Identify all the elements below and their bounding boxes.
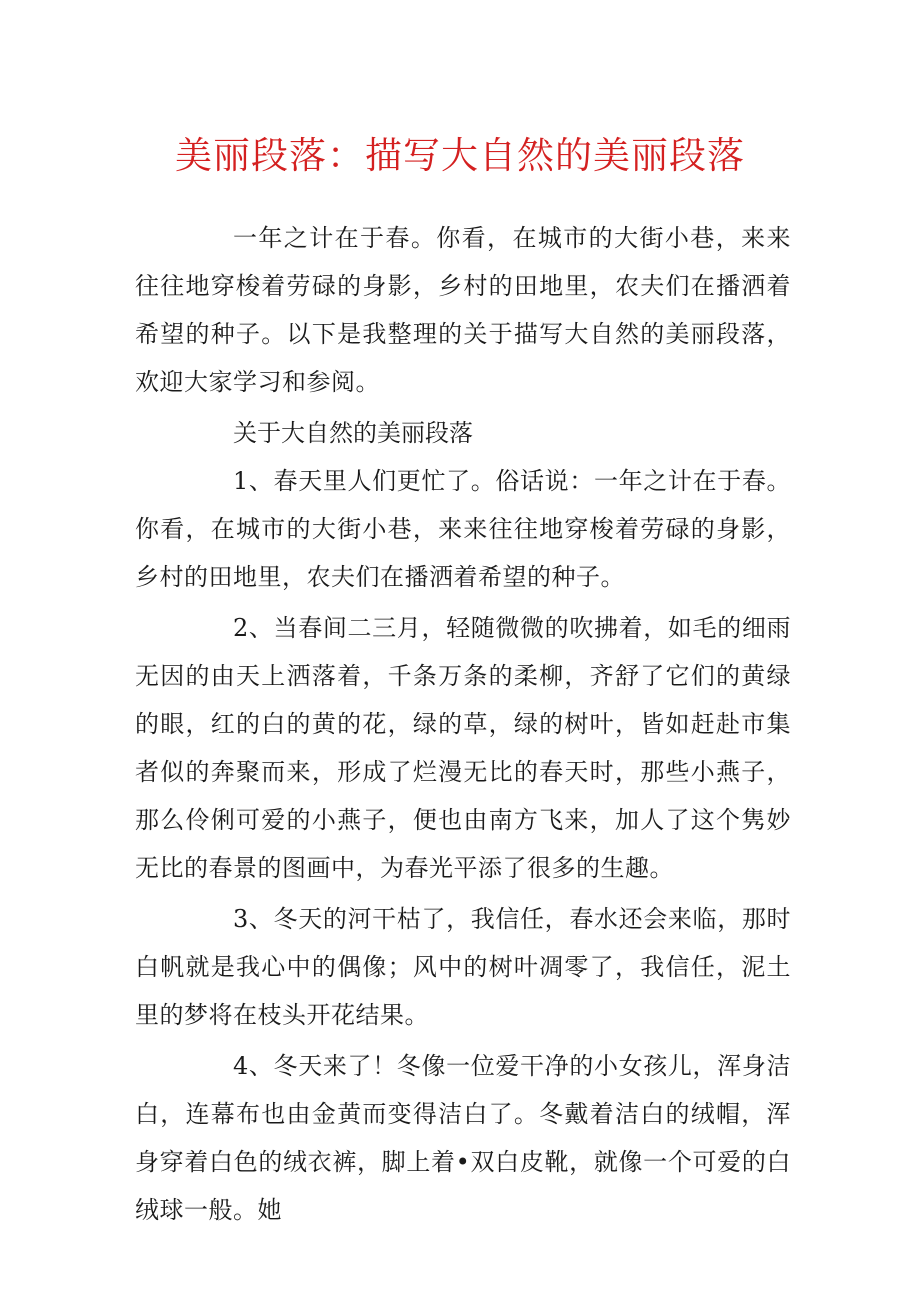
paragraph-3: 3、冬天的河干枯了，我信任，春水还会来临，那时白帆就是我心中的偶像；风中的树叶凋零了，我信任，泥土里的梦将在枝头开花结果。: [135, 905, 791, 1029]
paragraph-4: 4、冬天来了！冬像一位爱干净的小女孩儿，浑身洁白，连幕布也由金黄而变得洁白了。冬戴着洁白的绒帽，浑身穿着白色的绒衣裤，脚上着•双白皮靴，就像一个可爱的白绒球一般。她: [135, 1052, 791, 1224]
section-heading: 关于大自然的美丽段落: [233, 419, 473, 447]
document-body: [135, 214, 791, 1234]
paragraph-2: 2、当春间二三月，轻随微微的吹拂着，如毛的细雨无因的由天上洒落着，千条万条的柔柳，齐舒了它们的黄绿的眼，红的白的黄的花，绿的草，绿的树叶，皆如赶赴市集者似的奔聚而来，形成了烂漫无比的春天时，那些小燕子，那么伶俐可爱的小燕子，便也由南方飞来，加人了这个隽妙无比的春景的图画中，为春光平添了很多的生趣。: [135, 614, 791, 882]
paragraph-1: 1、春天里人们更忙了。俗话说：一年之计在于春。你看，在城市的大街小巷，来来往往地穿梭着劳碌的身影，乡村的田地里，农夫们在播洒着希望的种子。: [135, 467, 791, 591]
intro-paragraph: 一年之计在于春。你看，在城市的大街小巷，来来往往地穿梭着劳碌的身影，乡村的田地里，农夫们在播洒着希望的种子。以下是我整理的关于描写大自然的美丽段落，欢迎大家学习和参阅。: [135, 224, 791, 396]
document-title: 美丽段落：描写大自然的美丽段落: [175, 134, 745, 177]
